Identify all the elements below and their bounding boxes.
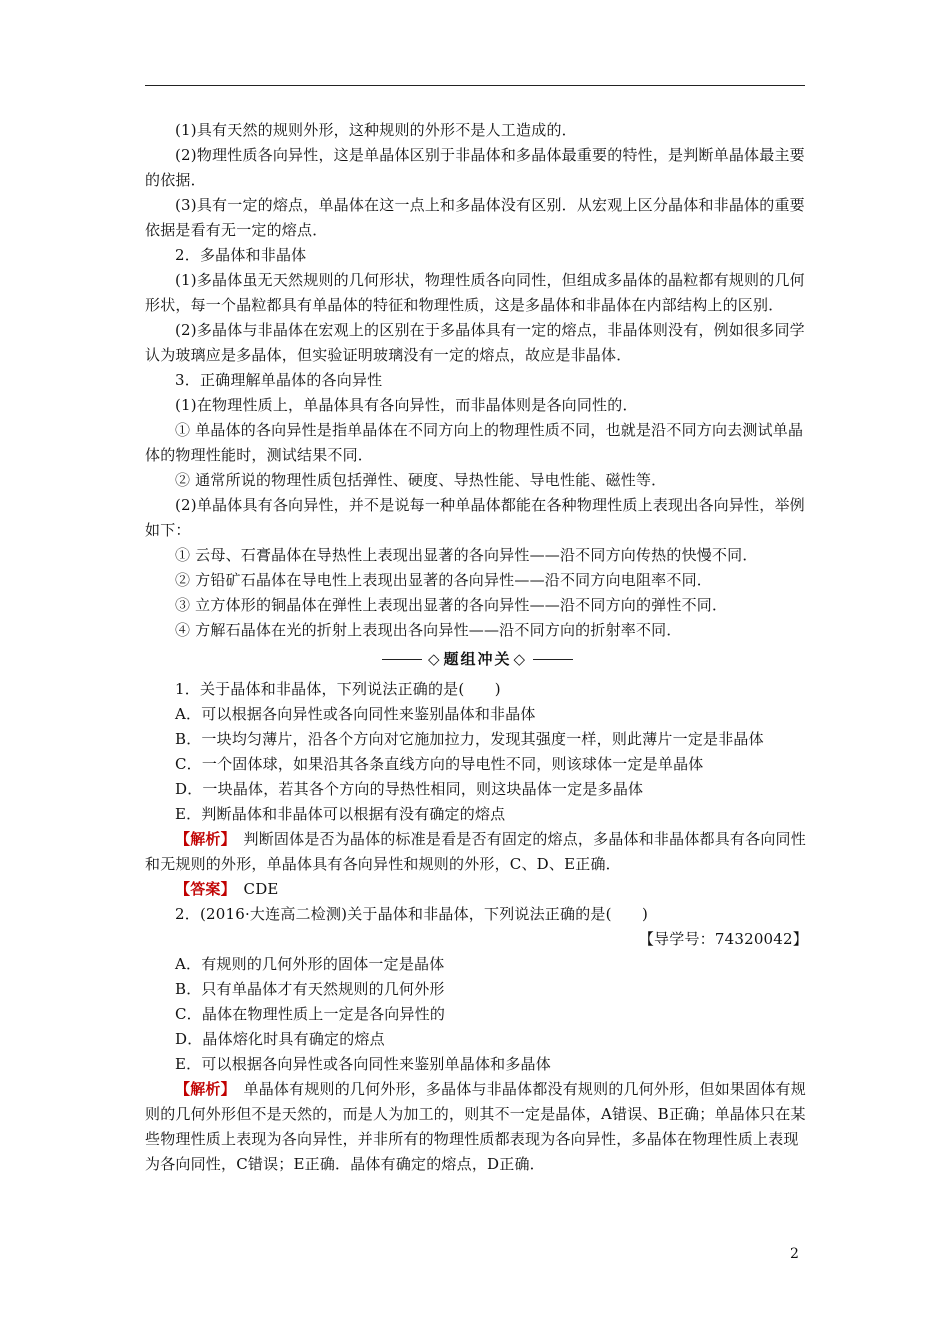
answer-paragraph <box>145 877 810 902</box>
example-item: ④ 方解石晶体在光的折射上表现出各向异性——沿不同方向的折射率不同． <box>175 621 682 639</box>
question-option: C．晶体在物理性质上一定是各向异性的 <box>175 1005 446 1023</box>
exercise-section-heading <box>145 645 810 673</box>
paragraph: (2)多晶体与非晶体在宏观上的区别在于多晶体具有一定的熔点，非晶体则没有，例如很多同学认为玻璃应是多晶体，但实验证明玻璃没有一定的熔点，故应是非晶体． <box>145 321 805 364</box>
guide-number: 【导学号：74320042】 <box>638 930 808 948</box>
analysis-text: 判断固体是否为晶体的标准是看是否有固定的熔点，多晶体和非晶体都具有各向同性和无规则的外形，单晶体具有各向异性和规则的外形，C、D、E正确． <box>145 830 806 873</box>
page-content <box>145 118 810 1177</box>
paragraph: ② 通常所说的物理性质包括弹性、硬度、导热性能、导电性能、磁性等． <box>175 471 667 489</box>
page-number: 2 <box>790 1246 799 1262</box>
question-option: A．有规则的几何外形的固体一定是晶体 <box>175 955 445 973</box>
paragraph: (2)单晶体具有各向异性，并不是说每一种单晶体都能在各种物理性质上表现出各向异性，举例如下： <box>145 496 805 539</box>
question-option: B．只有单晶体才有天然规则的几何外形 <box>175 980 445 998</box>
paragraph: (1)在物理性质上，单晶体具有各向异性，而非晶体则是各向同性的． <box>175 396 638 414</box>
question-option: C．一个固体球，如果沿其各条直线方向的导电性不同，则该球体一定是单晶体 <box>175 755 704 773</box>
example-item: ① 云母、石膏晶体在导热性上表现出显著的各向异性——沿不同方向传热的快慢不同． <box>175 546 758 564</box>
question-stem: 2．(2016·大连高二检测)关于晶体和非晶体，下列说法正确的是( ) <box>175 905 649 923</box>
example-item: ③ 立方体形的铜晶体在弹性上表现出显著的各向异性——沿不同方向的弹性不同． <box>175 596 728 614</box>
question-option: D．一块晶体，若其各个方向的导热性相同，则这块晶体一定是多晶体 <box>175 780 644 798</box>
exercise-heading-text: 题组冲关 <box>443 649 512 668</box>
question-option: E．可以根据各向异性或各向同性来鉴别单晶体和多晶体 <box>175 1055 551 1073</box>
example-item: ② 方铅矿石晶体在导电性上表现出显著的各向异性——沿不同方向电阻率不同． <box>175 571 712 589</box>
analysis-text: 单晶体有规则的几何外形，多晶体与非晶体都没有规则的几何外形，但如果固体有规则的几何外形但不是天然的，而是人为加工的，则其不一定是晶体，A错误、B正确；单晶体只在某些物理性质上表现为各向异性，并非所有的物理性质都表现为各向异性，多晶体在物理性质上表现为各向同性，C错误；E正确．晶体有确定的熔点，D正确． <box>145 1080 806 1173</box>
heading-line-right <box>533 659 573 660</box>
analysis-paragraph <box>145 1077 810 1177</box>
question-option: D．晶体熔化时具有确定的熔点 <box>175 1030 385 1048</box>
diamond-icon: ◇ <box>427 649 442 668</box>
paragraph: (1)具有天然的规则外形，这种规则的外形不是人工造成的． <box>175 121 577 139</box>
answer-tag: 【答案】 <box>175 880 229 898</box>
analysis-paragraph <box>145 827 810 877</box>
question-option: A．可以根据各向异性或各向同性来鉴别晶体和非晶体 <box>175 705 536 723</box>
section-heading: 2．多晶体和非晶体 <box>175 246 307 264</box>
paragraph: (3)具有一定的熔点，单晶体在这一点上和多晶体没有区别．从宏观上区分晶体和非晶体的重要依据是看有无一定的熔点． <box>145 196 805 239</box>
question-stem: 1．关于晶体和非晶体，下列说法正确的是( ) <box>175 680 501 698</box>
question-option: E．判断晶体和非晶体可以根据有没有确定的熔点 <box>175 805 506 823</box>
heading-line-left <box>382 659 422 660</box>
analysis-tag: 【解析】 <box>175 1080 229 1098</box>
diamond-icon: ◇ <box>513 649 528 668</box>
answer-text: CDE <box>228 880 279 898</box>
section-heading: 3．正确理解单晶体的各向异性 <box>175 371 383 389</box>
analysis-tag: 【解析】 <box>175 830 229 848</box>
question-option: B．一块均匀薄片，沿各个方向对它施加拉力，发现其强度一样，则此薄片一定是非晶体 <box>175 730 764 748</box>
paragraph: ① 单晶体的各向异性是指单晶体在不同方向上的物理性质不同，也就是沿不同方向去测试单晶体的物理性能时，测试结果不同． <box>145 421 804 464</box>
paragraph: (1)多晶体虽无天然规则的几何形状，物理性质各向同性，但组成多晶体的晶粒都有规则的几何形状，每一个晶粒都具有单晶体的特征和物理性质，这是多晶体和非晶体在内部结构上的区别． <box>145 271 805 314</box>
paragraph: (2)物理性质各向异性，这是单晶体区别于非晶体和多晶体最重要的特性，是判断单晶体最主要的依据． <box>145 146 805 189</box>
header-rule <box>145 85 805 86</box>
